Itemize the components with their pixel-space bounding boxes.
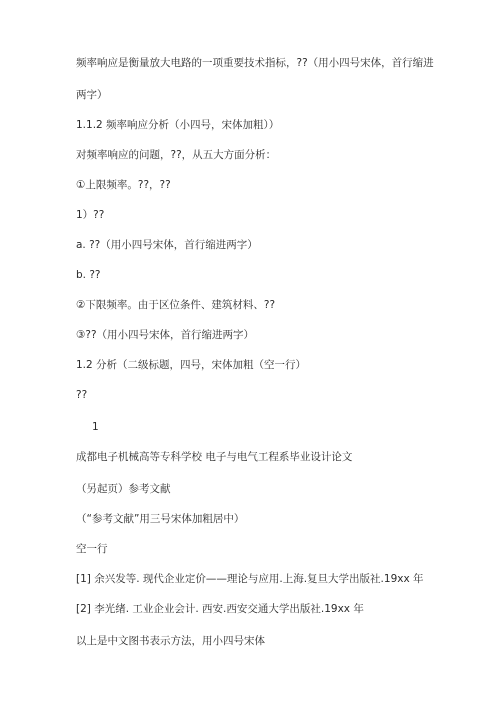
list-item: ①上限频率。??，?? [76,179,171,191]
list-item: 1）?? [76,209,105,221]
page-number: 1 [92,421,99,433]
list-item: b. ?? [76,269,101,281]
running-header: 成都电子机械高等专科学校 电子与电气工程系毕业设计论文 [76,451,353,463]
section-heading: 1.1.2 频率响应分析（小四号，宋体加粗）） [76,119,280,131]
list-item: ③??（用小四号宋体，首行缩进两字） [76,329,255,341]
list-item: a. ??（用小四号宋体，首行缩进两字） [76,239,258,251]
body-paragraph-line: 对频率响应的问题，??，从五大方面分析： [76,149,277,161]
list-item: ②下限频率。由于区位条件、建筑材料、?? [76,299,276,311]
reference-item: [1] 余兴发等. 现代企业定价——理论与应用.上海.复旦大学出版社.19xx 年 [76,573,424,585]
body-paragraph-line: ?? [76,389,88,401]
reference-item: [2] 李光绪. 工业企业会计. 西安.西安交通大学出版社.19xx 年 [76,603,364,615]
references-heading: （另起页）参考文献 [76,483,171,495]
body-paragraph-line: 两字） [76,89,108,101]
formatting-note: 以上是中文图书表示方法，用小四号宋体 [76,635,265,647]
body-paragraph-line: 频率响应是衡量放大电路的一项重要技术指标，??（用小四号宋体，首行缩进 [76,57,434,69]
formatting-note: 空一行 [76,543,108,555]
section-heading: 1.2 分析（二级标题，四号，宋体加粗（空一行） [76,359,307,371]
formatting-note: （“参考文献”用三号宋体加粗居中） [76,513,245,525]
